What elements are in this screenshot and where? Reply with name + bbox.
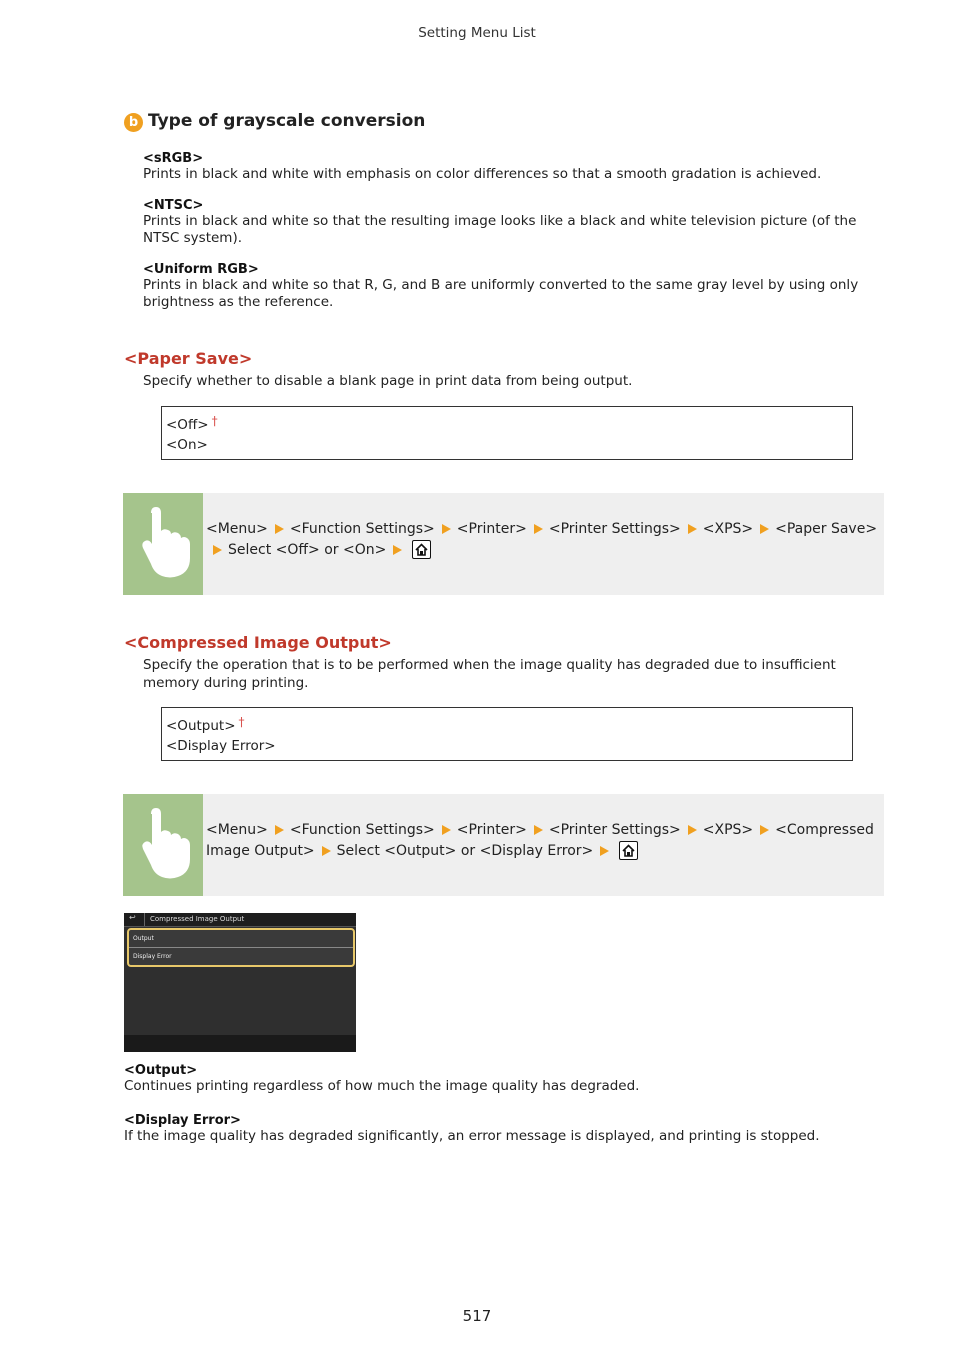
term-srgb: <sRGB> (143, 151, 204, 166)
paper-save-nav-box (123, 493, 884, 595)
orange-arrow-icon (534, 825, 543, 835)
hand-pointer-icon (123, 493, 203, 595)
orange-arrow-icon (760, 825, 769, 835)
paper-save-desc: Specify whether to disable a blank page in print data from being output. (143, 373, 633, 389)
orange-arrow-icon (442, 825, 451, 835)
orange-arrow-icon (275, 825, 284, 835)
paper-save-heading: <Paper Save> (124, 349, 253, 368)
orange-arrow-icon (534, 524, 543, 534)
step-b-badge-icon: b (124, 113, 143, 132)
orange-arrow-icon (275, 524, 284, 534)
orange-arrow-icon (688, 524, 697, 534)
compressed-desc: Specify the operation that is to be performed when the image quality has degraded due to insufficient memory during printing. (143, 657, 836, 691)
term-uniform-rgb: <Uniform RGB> (143, 261, 259, 277)
section-title: Type of grayscale conversion (148, 110, 426, 131)
default-dagger: † (211, 414, 218, 428)
orange-arrow-icon (442, 524, 451, 534)
screen-title-bar (124, 913, 356, 927)
desc-ntsc: Prints in black and white so that the resulting image looks like a black and white television picture (of the NTSC system). (143, 212, 857, 246)
orange-arrow-icon (600, 846, 609, 856)
orange-arrow-icon (760, 524, 769, 534)
screen-list (127, 928, 355, 967)
definition-list (143, 151, 863, 312)
home-icon (619, 841, 638, 860)
compressed-nav-box (123, 794, 884, 896)
device-screen-image (124, 913, 356, 1052)
compressed-definition-list (124, 1063, 864, 1145)
section-heading (124, 109, 425, 132)
paper-save-options (161, 406, 853, 460)
back-icon: ↩ (129, 913, 136, 922)
nav-path: <Menu> <Function Settings> <Printer> <Printer Settings> <XPS> <Paper Save>Select <Off> or <On> (206, 521, 878, 558)
screen-title: Compressed Image Output (150, 915, 245, 923)
hand-pointer-panel (123, 794, 203, 896)
default-dagger: † (238, 715, 245, 729)
compressed-heading: <Compressed Image Output> (124, 633, 392, 652)
nav-path: <Menu> <Function Settings> <Printer> <Printer Settings> <XPS> <Compressed Image Output> Select <Output> or <Display Error> (206, 822, 874, 859)
option-display-error: <Display Error> (166, 738, 276, 754)
orange-arrow-icon (322, 846, 331, 856)
option-output: <Output> † (166, 715, 245, 734)
running-header: Setting Menu List (418, 25, 536, 41)
hand-pointer-panel (123, 493, 203, 595)
desc-output: Continues printing regardless of how much the image quality has degraded. (124, 1078, 640, 1094)
hand-pointer-icon (123, 794, 203, 896)
term-ntsc: <NTSC> (143, 197, 204, 213)
desc-display-error: If the image quality has degraded significantly, an error message is displayed, and printing is stopped. (124, 1127, 820, 1144)
screen-item-output: Output (129, 930, 353, 948)
orange-arrow-icon (688, 825, 697, 835)
option-off: <Off> † (166, 414, 218, 433)
screen-item-display-error: Display Error (133, 953, 172, 960)
home-icon (412, 540, 431, 559)
page-number: 517 (462, 1307, 492, 1325)
screen-footer (124, 1035, 356, 1052)
option-on: <On> (166, 437, 208, 453)
term-display-error: <Display Error> (124, 1112, 241, 1128)
term-output: <Output> (124, 1063, 198, 1078)
orange-arrow-icon (213, 545, 222, 555)
desc-uniform-rgb: Prints in black and white so that R, G, and B are uniformly converted to the same gray level by using only brightness as the reference. (143, 276, 859, 310)
compressed-options (161, 707, 853, 761)
desc-srgb: Prints in black and white with emphasis on color differences so that a smooth gradation is achieved. (143, 166, 822, 182)
orange-arrow-icon (393, 545, 402, 555)
